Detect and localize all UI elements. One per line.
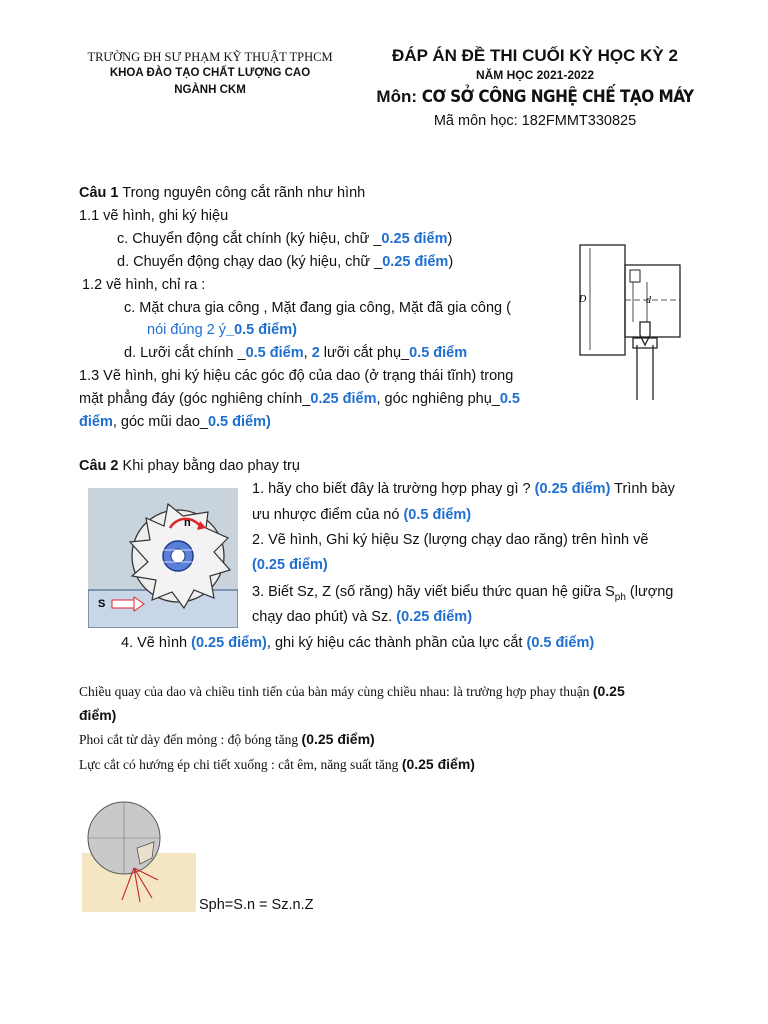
q2-item3-line1: 3. Biết Sz, Z (số răng) hãy viết biểu thức quan hệ giữa $S_{ph}$ (lượng [252,584,674,603]
subject-label: Môn: [376,87,422,106]
exam-title: ĐÁP ÁN ĐỀ THI CUỐI KỲ HỌC KỲ 2 [392,46,678,65]
cutting-force-figure [82,798,196,912]
subject-name: CƠ SỞ CÔNG NGHỆ CHẾ TẠO MÁY [421,87,694,107]
answer-1-line2: điểm) [79,707,117,723]
answer-2: Phoi cắt từ dày đến mỏng : độ bóng tăng (0.25 điểm) [79,731,375,747]
label-s: S [98,598,106,610]
label-small-d: d [646,295,651,306]
q1-3-line1: 1.3 Vẽ hình, ghi ký hiệu các góc độ của dao (ở trạng thái tĩnh) trong [79,368,514,384]
major-name: NGÀNH CKM [174,84,246,96]
school-name: TRƯỜNG ĐH SƯ PHẠM KỸ THUẬT TPHCM [87,50,333,64]
course-code: Mã môn học: 182FMMT330825 [433,113,637,129]
q1-2: 1.2 vẽ hình, chỉ ra : [82,277,206,293]
q1-2d: d. Lưỡi cắt chính _0.5 điểm, 2 lưỡi cắt phụ_0.5 điểm [124,345,468,361]
q2-item3-line2: chạy dao phút) và Sz. (0.25 điểm) [252,609,473,625]
label-big-d: D [579,294,587,305]
school-year: NĂM HỌC 2021-2022 [475,68,595,82]
q1-1d: d. Chuyển động chạy dao (ký hiệu, chữ _0.25 điểm) [117,254,454,270]
q1-2c: c. Mặt chưa gia công , Mặt đang gia công, Mặt đã gia công ( [124,300,511,316]
answer-3: Lực cắt có hướng ép chi tiết xuống : cắt êm, năng suất tăng (0.25 điểm) [79,756,475,772]
answer-1-line1: Chiều quay của dao và chiều tinh tiến của bàn máy cùng chiều nhau: là trường hợp phay thuận (0.25 [79,683,625,699]
q2-item1-line2: ưu nhược điểm của nó (0.5 điểm) [252,507,472,523]
subject-line [355,87,715,107]
milling-cutter-figure [88,488,238,628]
q1-1: 1.1 vẽ hình, ghi ký hiệu [79,208,229,224]
grooving-figure [565,240,700,410]
q1-title: Câu 1 Trong nguyên công cắt rãnh như hình [79,185,366,201]
q1-1c: c. Chuyển động cắt chính (ký hiệu, chữ _0.25 điểm) [117,231,453,247]
q2-item4: 4. Vẽ hình (0.25 điểm), ghi ký hiệu các thành phần của lực cắt (0.5 điểm) [121,635,595,651]
q2-title: Câu 2 Khi phay bằng dao phay trụ [79,458,300,474]
formula: Sph=S.n = Sz.n.Z [199,897,314,913]
q1-3-line2: mặt phẳng đáy (góc nghiêng chính_0.25 điểm, góc nghiêng phụ_0.5 [79,391,520,407]
label-n: n [184,517,191,529]
faculty-name: KHOA ĐÀO TẠO CHẤT LƯỢNG CAO [109,67,311,79]
q2-item1-line1: 1. hãy cho biết đây là trường hợp phay gì ? (0.25 điểm) Trình bày [252,481,675,497]
q2-item2-line1: 2. Vẽ hình, Ghi ký hiệu Sz (lượng chạy dao răng) trên hình vẽ [252,532,649,548]
q1-2c-cont: nói đúng 2 ý_0.5 điểm) [147,322,297,338]
q2-item2-line2: (0.25 điểm) [252,557,328,573]
q1-3-line3: điểm, góc mũi dao_0.5 điểm) [79,414,271,430]
